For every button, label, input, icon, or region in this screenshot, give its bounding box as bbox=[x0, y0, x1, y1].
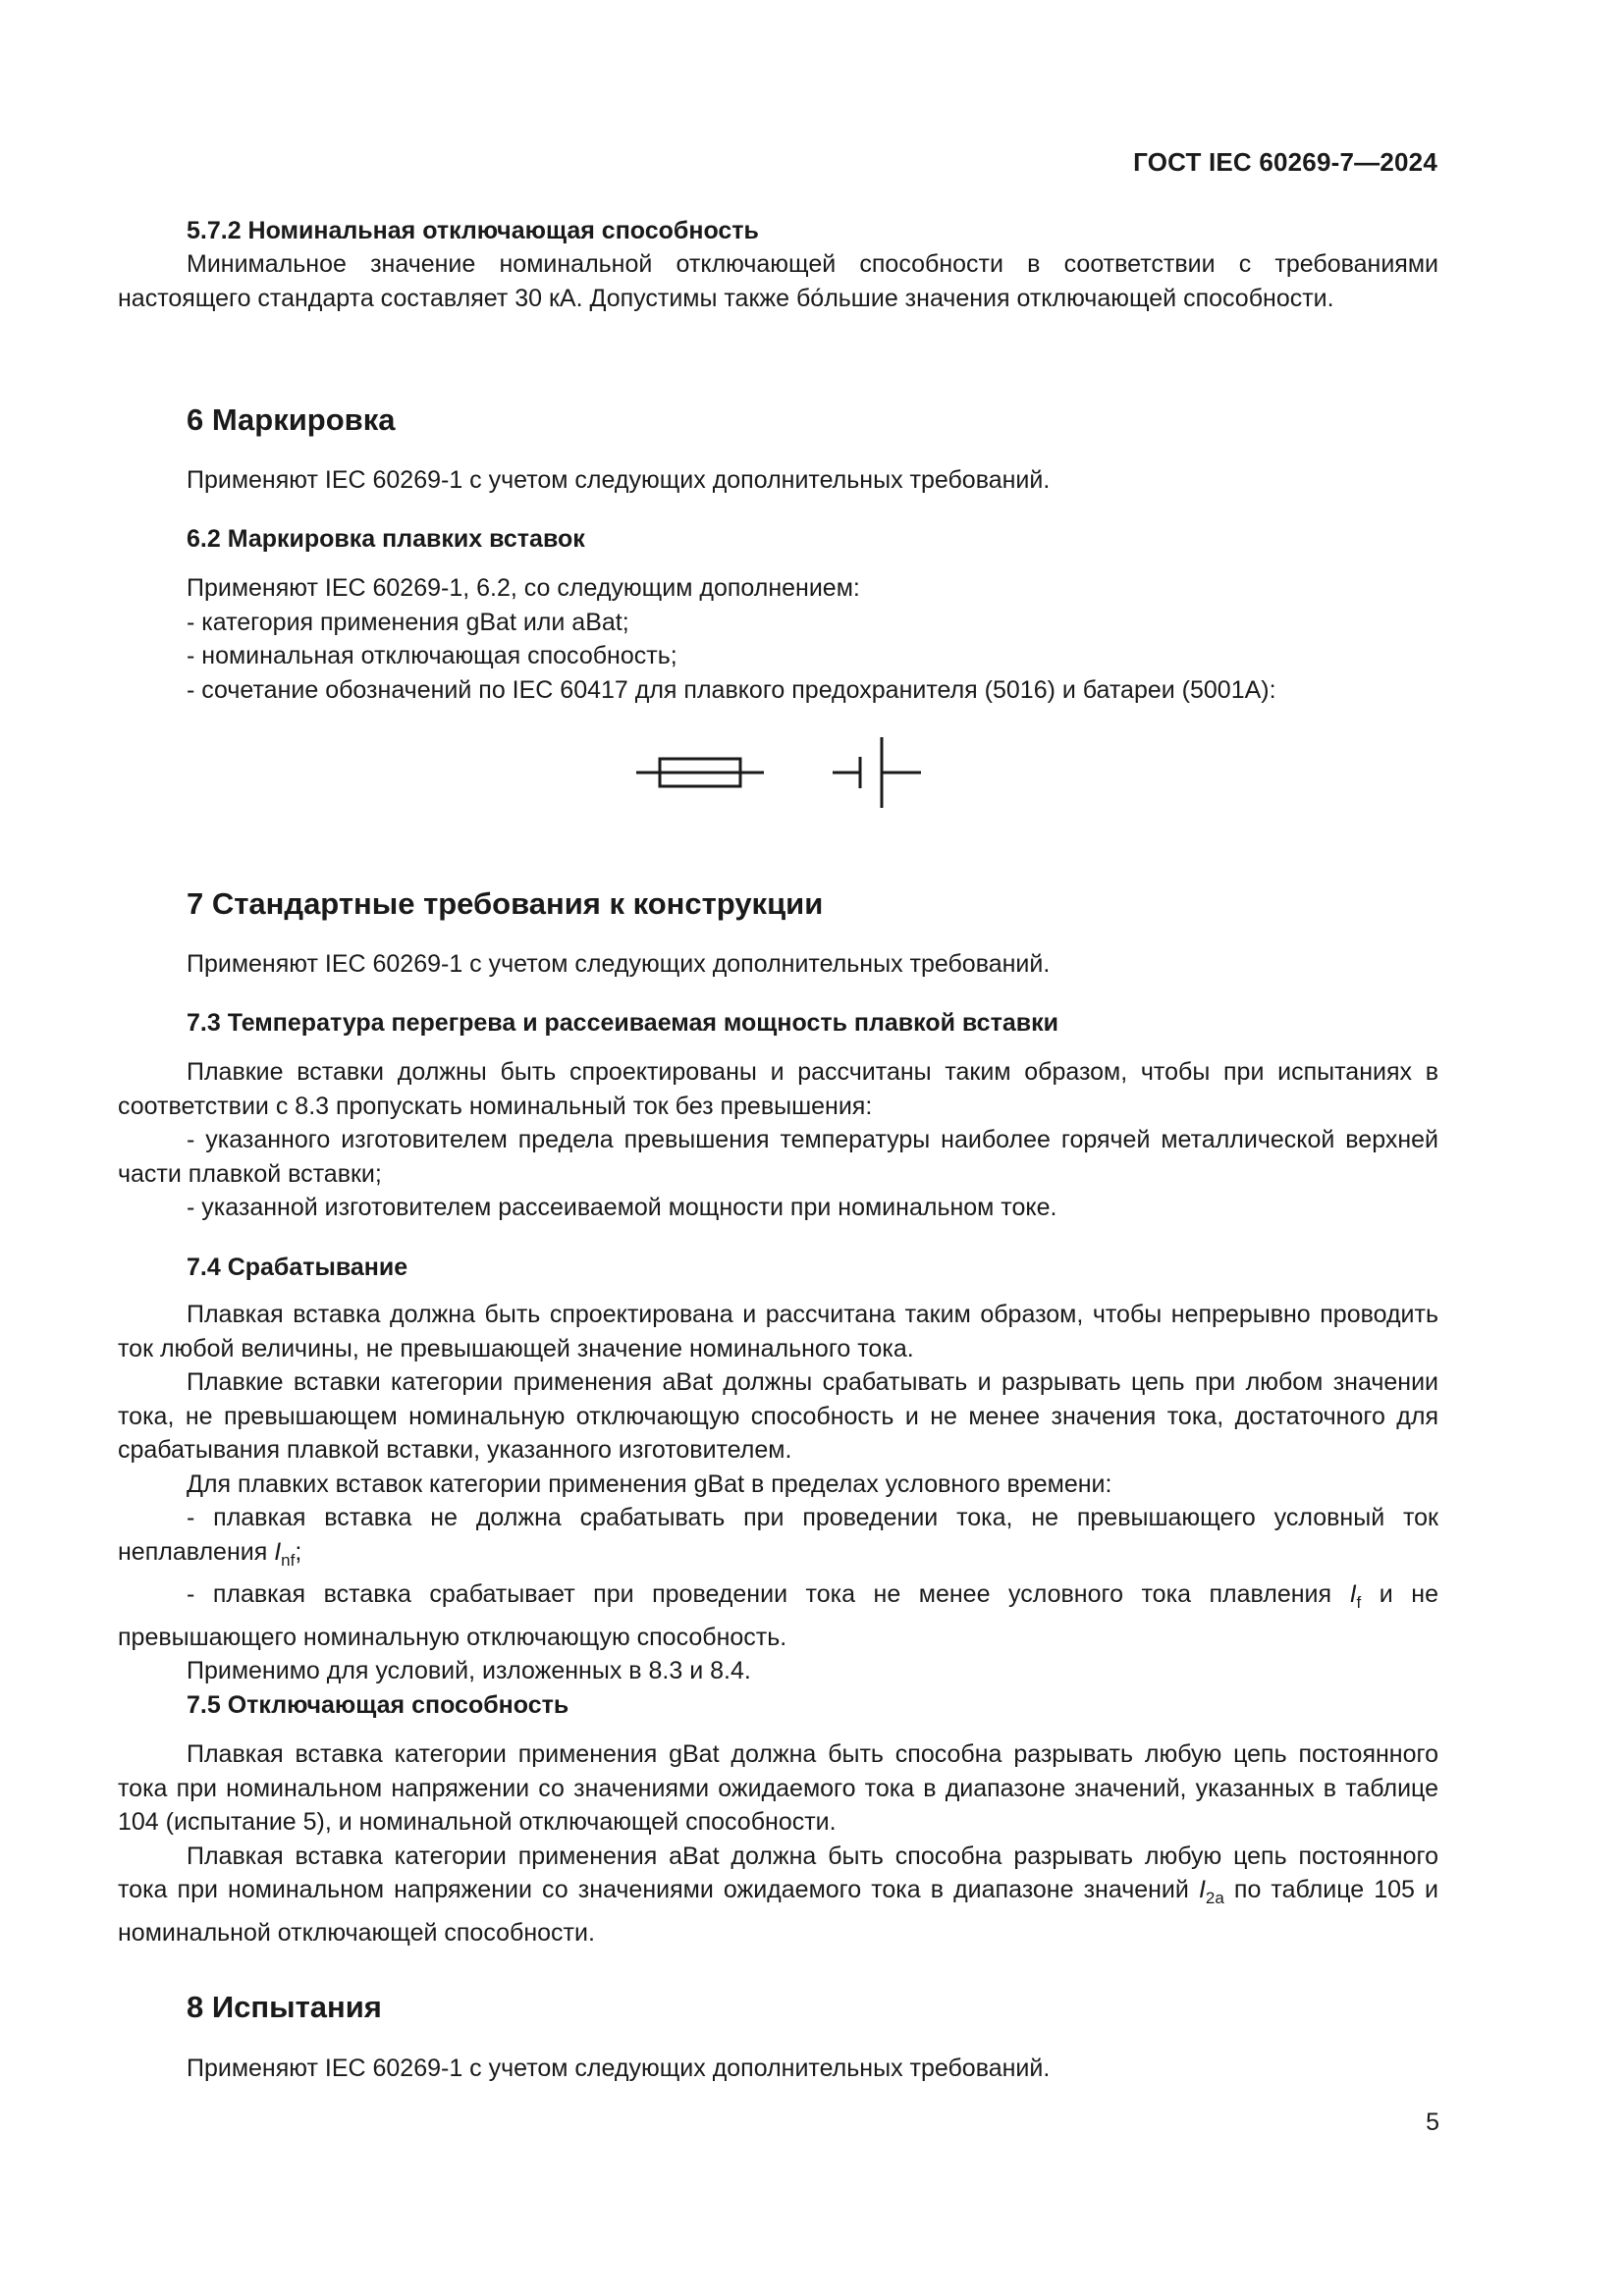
section-7-4-p1: Плавкая вставка должна быть спроектирована и рассчитана таким образом, чтобы непрерывно проводить ток любой величины, не превышающей значение номинального тока. bbox=[118, 1301, 1438, 1362]
current-subscript: 2a bbox=[1205, 1889, 1224, 1907]
section-5-7-2-title: 5.7.2 Номинальная отключающая способность bbox=[187, 217, 759, 244]
section-6-intro-block bbox=[118, 463, 1438, 498]
section-7-5-p1: Плавкая вставка категории применения gBat должна быть способна разрывать любую цепь постоянного тока при номинальном напряжении со значениями ожидаемого тока в диапазоне значений, указанных в таблице 104 (испытание 5), и номинальной отключающей способности. bbox=[118, 1740, 1438, 1836]
current-symbol: I bbox=[274, 1537, 282, 1566]
section-7-4 bbox=[118, 1251, 1438, 1284]
fuse-symbol-icon bbox=[636, 759, 764, 786]
section-6-title: 6 Маркировка bbox=[187, 402, 396, 437]
section-8 bbox=[118, 1990, 1438, 2025]
section-7-5-p2 bbox=[118, 1840, 1438, 1950]
list-item: - номинальная отключающая способность; bbox=[187, 642, 677, 669]
section-7 bbox=[118, 886, 1438, 922]
list-item: - указанной изготовителем рассеиваемой мощности при номинальном токе. bbox=[187, 1194, 1057, 1221]
section-7-4-p3: Для плавких вставок категории применения gBat в пределах условного времени: bbox=[187, 1469, 1112, 1498]
list-item-text: - плавкая вставка срабатывает при проведении тока не менее условного тока плавления bbox=[187, 1580, 1350, 1608]
section-7-3-body bbox=[118, 1055, 1438, 1225]
section-7-5-title: 7.5 Отключающая способность bbox=[187, 1691, 569, 1719]
section-7-4-title: 7.4 Срабатывание bbox=[187, 1254, 408, 1281]
current-symbol: I bbox=[1349, 1580, 1357, 1608]
list-item: - сочетание обозначений по IEC 60417 для плавкого предохранителя (5016) и батареи (5001A): bbox=[187, 675, 1276, 704]
section-6-intro: Применяют IEC 60269-1 с учетом следующих дополнительных требований. bbox=[187, 466, 1051, 494]
iec-symbols bbox=[628, 731, 943, 820]
section-7-4-body bbox=[118, 1298, 1438, 1688]
list-item bbox=[118, 1501, 1438, 1577]
battery-symbol-icon bbox=[833, 737, 921, 808]
document-code: ГОСТ IEC 60269-7—2024 bbox=[1133, 147, 1437, 177]
list-item bbox=[118, 1577, 1438, 1654]
current-subscript: nf bbox=[281, 1550, 296, 1570]
section-7-5-body bbox=[118, 1737, 1438, 1949]
page-number: 5 bbox=[1426, 2109, 1439, 2136]
section-5-7-2-text: Минимальное значение номинальной отключающей способности в соответствии с требованиями настоящего стандарта составляет 30 кА. Допустимы также бо́льшие значения отключающей способности. bbox=[118, 250, 1438, 312]
section-7-5-p2-text: Плавкая вставка категории применения aBat должна быть способна разрывать любую цепь постоянного тока при номинальном напряжении со значениями ожидаемого тока в диапазоне значений bbox=[118, 1842, 1438, 1903]
current-subscript: f bbox=[1356, 1593, 1362, 1612]
list-item-end: и не превышающего номинальную отключающую способность. bbox=[118, 1580, 1438, 1651]
section-5-7-2 bbox=[118, 214, 1438, 315]
list-item: - категория применения gBat или aBat; bbox=[187, 608, 629, 636]
section-6-2-title: 6.2 Маркировка плавких вставок bbox=[187, 525, 585, 553]
list-item-end: ; bbox=[295, 1537, 302, 1566]
list-item: - указанного изготовителем предела превышения температуры наиболее горячей металлической верхней части плавкой вставки; bbox=[118, 1126, 1438, 1188]
current-symbol: I bbox=[1198, 1876, 1206, 1903]
section-7-4-p4: Применимо для условий, изложенных в 8.3 и 8.4. bbox=[187, 1657, 751, 1684]
section-7-4-p2: Плавкие вставки категории применения aBat должны срабатывать и разрывать цепь при любом значении тока, не превышающем номинальную отключающую способность и не менее значения тока, достаточного для срабатывания плавкой вставки, указанного изготовителем. bbox=[118, 1368, 1438, 1464]
section-7-title: 7 Стандартные требования к конструкции bbox=[187, 886, 824, 921]
section-7-intro-block bbox=[118, 947, 1438, 982]
section-6-2-intro: Применяют IEC 60269-1, 6.2, со следующим дополнением: bbox=[187, 574, 860, 602]
section-6 bbox=[118, 402, 1438, 438]
section-7-3 bbox=[118, 1006, 1438, 1040]
section-7-3-title: 7.3 Температура перегрева и рассеиваемая мощность плавкой вставки bbox=[187, 1009, 1058, 1037]
list-item-text: - плавкая вставка не должна срабатывать при проведении тока, не превышающего условный ток неплавления bbox=[118, 1504, 1438, 1566]
section-6-2 bbox=[118, 522, 1438, 556]
section-7-5-p2-end: по таблице 105 и номинальной отключающей способности. bbox=[118, 1876, 1439, 1947]
section-7-3-text: Плавкие вставки должны быть спроектированы и рассчитаны таким образом, чтобы при испытаниях в соответствии с 8.3 пропускать номинальный ток без превышения: bbox=[118, 1058, 1438, 1120]
section-7-5 bbox=[118, 1688, 1438, 1722]
section-8-title: 8 Испытания bbox=[187, 1990, 382, 2024]
section-7-intro: Применяют IEC 60269-1 с учетом следующих дополнительных требований. bbox=[187, 950, 1051, 978]
section-6-2-body bbox=[118, 571, 1438, 707]
section-8-intro: Применяют IEC 60269-1 с учетом следующих дополнительных требований. bbox=[187, 2055, 1051, 2082]
section-8-intro-block bbox=[118, 2052, 1438, 2086]
